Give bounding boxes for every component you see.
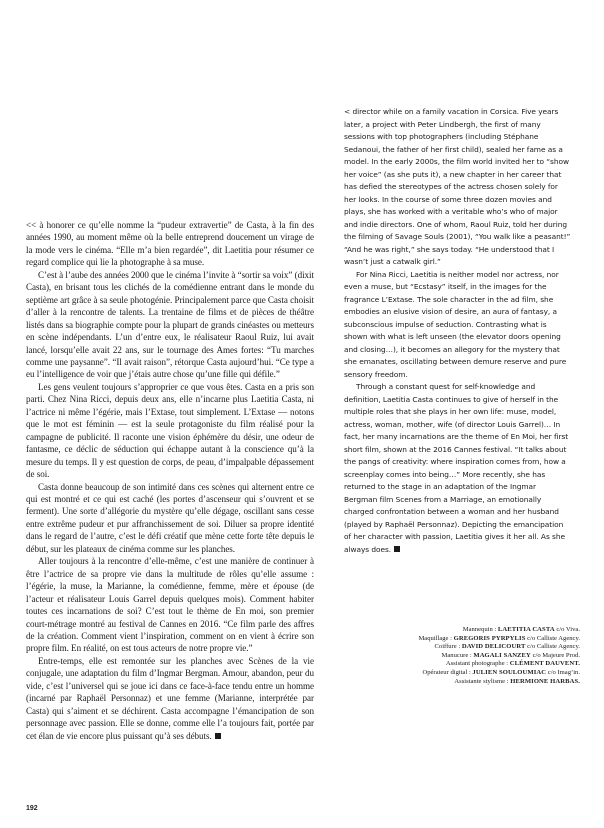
photo-credits bbox=[410, 626, 580, 686]
black-square-icon bbox=[215, 733, 221, 739]
english-paragraph: For Nina Ricci, Laetitia is neither model nor actress, nor even a muse, but “Ecstasy” itself, in the images for the fragrance L’Extase. The sole character in the ad film, she embodies an elusive vision of desire, an aura of fantasy, a subconscious impulse of seduction. Contrasting what is shown with what is left unseen (the elevator doors opening and closing…), it becomes an allegory for the mystery that she emanates, oscillating between demure reserve and pure sensory freedom. bbox=[344, 269, 567, 379]
french-paragraph: Les gens veulent toujours s’approprier ce que vous êtes. Casta en a pris son parti. Chez Nina Ricci, depuis deux ans, elle n’incarne plus Laetitia Casta, ni l’actrice ni même l’égérie, mais l’Extase, tout simplement. L’Extase — notons que le mot est féminin — est la seule protagoniste du film réalisé pour la campagne de publicité. Il raconte une vision éphémère du désir, une odeur de fantasme, ce déclic de séduction qui échappe autant à la conscience qu’à la mesure du temps. Il y est question de corps, de peau, d’impalpable dépassement de soi. bbox=[26, 381, 314, 480]
french-article-column bbox=[26, 219, 314, 742]
french-paragraph: Aller toujours à la rencontre d’elle-même, c’est une manière de continuer à être l’actrice de sa propre vie dans la multitude de rôles qu’elle assume : l’égérie, la muse, la Marianne, la comédienne, femme, mère et épouse (de l’acteur et réalisateur Louis Garrel depuis quelques mois). Comment habiter toutes ces incarnations de soi? C’est tout le thème de En moi, son premier court-métrage montré au festival de Cannes en 2016. “Ce film parle des affres de la création. Comment vient l’inspiration, comment on en vient à écrire son propre film. En réalité, on est tous acteurs de notre propre vie.” bbox=[26, 556, 314, 654]
credit-line: Assistant photographe : CLÉMENT DAUVENT. bbox=[445, 660, 580, 668]
english-paragraph: < director while on a family vacation in Corsica. Five years later, a project with Peter Lindbergh, the first of many sessions with top photographers (including Stéphane Sedanoui, the father of her first child), sealed her fame as a model. In the early 2000s, the film world invited her to “show her voice” (as she puts it), a new chapter in her career that has defied the stereotypes of the actress chosen solely for her looks. In the course of some three dozen movies and plays, she has worked with a veritable who’s who of major and indie directors. One of whom, Raoul Ruiz, told her during the filming of Savage Souls (2001), “You walk like a peasant!” “And he was right,” she says today. “He understood that I wasn’t just a catwalk girl.” bbox=[344, 107, 571, 266]
french-paragraph: C’est à l’aube des années 2000 que le cinéma l’invite à “sortir sa voix” (dixit Casta), en brisant tous les clichés de la comédienne entrant dans le monde du septième art grâce à sa seule photogénie. Principalement parce que Casta choisit d’aller à la rencontre de talents. La trentaine de films et de pièces de théâtre listés dans sa biographie compte pour la plupart de grands cinéastes ou metteurs en scène indépendants. L’un d’entre eux, le réalisateur Raoul Ruiz, lui avait lancé, lorsqu’elle avait 22 ans, sur le tournage des Ames fortes: “Tu marches comme une paysanne”. “Il avait raison”, rétorque Casta aujourd’hui. “Ce type a eu l’intelligence de voir que j’étais autre chose qu’une fille qui défile.” bbox=[26, 269, 314, 380]
credit-line: Assistante stylisme : HERMIONE HARBAS. bbox=[454, 677, 580, 685]
english-paragraph-last: Through a constant quest for self-knowledge and definition, Laetitia Casta continues to give of herself in the multiple roles that she plays in her own life: muse, model, actress, woman, mother, wife (of director Louis Garrel)… In fact, her many incarnations are the theme of En Moi, her first short film, shown at the 2016 Cannes festival. “It talks about the pangs of creativity: where inspiration comes from, how a screenplay comes into being…” More recently, she has returned to the stage in an adaptation of the Ingmar Bergman film Scenes from a Marriage, an emotionally charged confrontation between a woman and her husband (played by Raphaël Personnaz). Depicting the emancipation of her character with passion, Laetitia gives it her all. As she always does. bbox=[344, 382, 569, 554]
black-square-icon bbox=[394, 546, 400, 552]
french-paragraph: Casta donne beaucoup de son intimité dans ces scènes qui alternent entre ce qui est montré et ce qui est caché (les portes d’ascenseur qui s’ouvrent et se ferment). Une sorte d’allégorie du mystère qu’elle dégage, oscillant sans cesse entre extrême pudeur et pur affranchissement de soi. Diluer sa propre identité dans le regard de l’autre, c’est le défi créatif que mène cette forte tête depuis le début, sur les plateaux de cinéma comme sur les planches. bbox=[26, 481, 314, 554]
credit-line: Maquillage : GREGORIS PYRPYLIS c/o Calliste Agency. bbox=[418, 634, 580, 642]
credit-line: Mannequin : LAETITIA CASTA c/o Viva. bbox=[462, 626, 580, 633]
page-number: 192 bbox=[26, 805, 38, 812]
french-paragraph: << à honorer ce qu’elle nomme la “pudeur extravertie” de Casta, à la fin des années 1990, au moment même où la belle entreprend doucement un virage de la mode vers le cinéma. “Elle m’a bien regardée”, dit Laetitia pour résumer ce regard complice qui lie la photographe à sa muse. bbox=[26, 220, 314, 268]
credit-line: Opérateur digital : JULIEN SOULOUMIAC c/o Imag’in. bbox=[422, 668, 580, 676]
french-paragraph-last: Entre-temps, elle est remontée sur les planches avec Scènes de la vie conjugale, une adaptation du film d’Ingmar Bergman. Amour, abandon, peur du vide, c’est l’universel qui se joue ici dans ce face-à-face tendu entre un homme (incarné par Raphaël Personnaz) et une femme (Marianne, interprétée par Casta) qui s’aiment et se déchirent. Casta accompagne l’émancipation de son personnage avec passion. Elle se donne, comme elle l’a toujours fait, portée par cet élan de vie encore plus puissant qu’à ses débuts. bbox=[26, 655, 314, 741]
english-article-column bbox=[344, 106, 571, 556]
credit-line: Coiffure : DAVID DELICOURT c/o Calliste Agency. bbox=[434, 643, 580, 651]
credit-line: Manucure : MAGALI SANZEY c/o Majeure Prod. bbox=[441, 651, 580, 659]
